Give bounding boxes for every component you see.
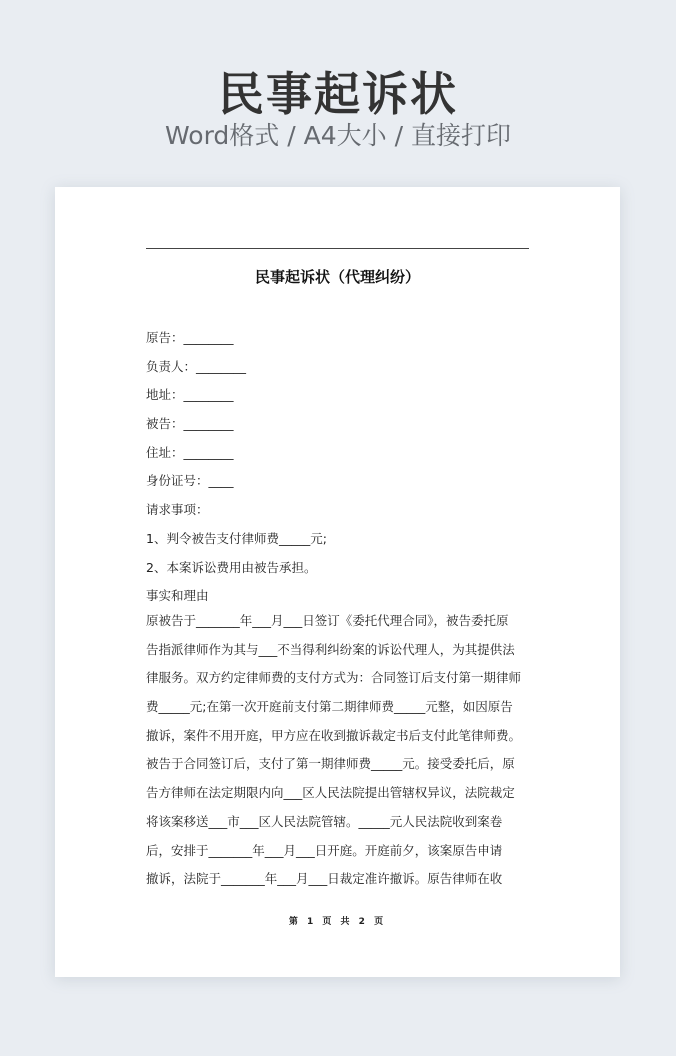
field-address <box>146 381 532 410</box>
claims-heading: 请求事项： <box>146 502 209 518</box>
field-label: 被告： <box>146 416 184 432</box>
claim-item: 1、判令被告支付律师费_____元; <box>146 530 327 546</box>
field-defendant <box>146 410 532 439</box>
facts-line: 将该案移送___市___区人民法院管辖。_____元人民法院收到案卷 <box>146 813 503 829</box>
field-blank: ________ <box>196 358 247 374</box>
facts-line: 告方律师在法定期限内向___区人民法院提出管辖权异议，法院裁定 <box>146 785 515 801</box>
facts-body <box>146 607 532 894</box>
facts-line: 后，安排于_______年___月___日开庭。开庭前夕，该案原告申请 <box>146 842 503 858</box>
header-rule <box>146 248 529 249</box>
document-title: 民事起诉状（代理纠纷） <box>254 268 420 286</box>
field-label: 原告： <box>146 330 184 345</box>
facts-line: 费_____元;在第一次开庭前支付第二期律师费_____元整，如因原告 <box>146 699 513 715</box>
field-label: 地址： <box>146 387 184 403</box>
field-blank: ________ <box>183 444 234 460</box>
field-label: 身份证号： <box>146 473 209 489</box>
facts-line: 被告于合同签订后，支付了第一期律师费_____元。接受委托后，原 <box>146 756 515 772</box>
field-blank: ________ <box>183 416 234 432</box>
facts-line: 原被告于_______年___月___日签订《委托代理合同》，被告委托原 <box>146 613 509 628</box>
field-blank: ____ <box>208 473 234 489</box>
party-fields <box>146 324 532 611</box>
facts-line: 律服务。双方约定律师费的支付方式为：合同签订后支付第一期律师 <box>146 670 522 686</box>
facts-heading: 事实和理由 <box>146 588 209 604</box>
field-responsible-person <box>146 353 532 382</box>
page-number: 第 1 页 共 2 页 <box>288 917 387 927</box>
field-residence <box>146 439 532 468</box>
field-label: 住址： <box>146 444 184 460</box>
claim-item: 2、本案诉讼费用由被告承担。 <box>146 559 317 575</box>
facts-line: 撤诉，案件不用开庭，甲方应在收到撤诉裁定书后支付此笔律师费。 <box>146 727 522 743</box>
hero-title: 民事起诉状 <box>218 67 458 121</box>
field-label: 负责人： <box>146 358 197 374</box>
facts-line: 撤诉，法院于_______年___月___日裁定准许撤诉。原告律师在收 <box>146 871 503 887</box>
facts-line: 告指派律师作为其与___不当得利纠纷案的诉讼代理人，为其提供法 <box>146 641 515 657</box>
field-blank: ________ <box>183 330 234 345</box>
field-plaintiff <box>146 324 532 353</box>
field-blank: ________ <box>183 387 234 403</box>
field-id-number <box>146 467 532 496</box>
document-page <box>55 187 620 977</box>
hero-subtitle: Word格式 / A4大小 / 直接打印 <box>165 121 511 150</box>
